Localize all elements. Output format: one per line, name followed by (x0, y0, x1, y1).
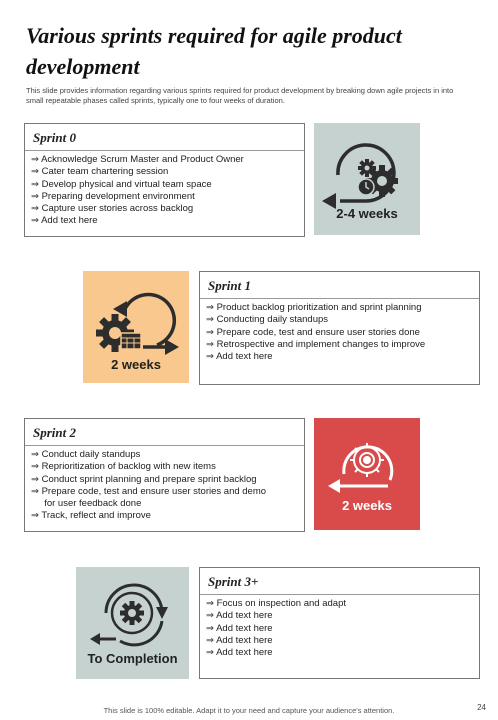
list-item: ⇒ Add text here (31, 215, 98, 227)
list-item: ⇒ Conducting daily standups (206, 314, 329, 326)
sprint-3-card (199, 567, 480, 679)
list-item: for user feedback done (31, 498, 142, 510)
sprint-2-title: Sprint 2 (33, 425, 76, 440)
sprint-3-divider (200, 594, 479, 595)
gear-refresh-cycle-icon (314, 418, 420, 530)
sprint-0-tile (314, 123, 420, 235)
sprint-2-tile (314, 418, 420, 530)
sprint-3-duration: To Completion (87, 651, 178, 666)
sprint-2-duration: 2 weeks (342, 498, 392, 513)
list-item: ⇒ Add text here (206, 351, 273, 363)
list-item: ⇒ Conduct daily standups (31, 449, 141, 460)
sprint-1-duration: 2 weeks (111, 357, 161, 372)
list-item: ⇒ Cater team chartering session (31, 166, 169, 178)
list-item: ⇒ Capture user stories across backlog (31, 203, 194, 215)
list-item: ⇒ Retrospective and implement changes to improve (206, 338, 426, 350)
sprint-0-divider (25, 150, 304, 151)
sprint-3-tile (76, 567, 189, 679)
sprint-0-card (24, 123, 305, 237)
sprint-2-list (31, 449, 298, 523)
list-item: ⇒ Add text here (206, 610, 273, 622)
page-title: Various sprints required for agile product development (26, 23, 402, 79)
list-item: ⇒ Conduct sprint planning and prepare sprint backlog (31, 473, 257, 485)
footer-note: This slide is 100% editable. Adapt it to your need and capture your audience's attention. (103, 706, 395, 715)
list-item: ⇒ Add text here (206, 634, 273, 646)
sprint-3-title: Sprint 3+ (208, 574, 259, 589)
list-item: ⇒ Develop physical and virtual team space (31, 178, 212, 190)
sprint-1-list (206, 302, 473, 363)
sprint-1-title: Sprint 1 (208, 278, 251, 293)
sprint-3-list (206, 598, 473, 659)
sprint-0-list (31, 154, 298, 228)
list-item: ⇒ Add text here (206, 647, 273, 659)
list-item: ⇒ Add text here (206, 622, 273, 634)
sprint-0-title: Sprint 0 (33, 130, 76, 145)
page-number: 24 (477, 703, 486, 712)
sprint-1-tile (83, 271, 189, 383)
sprint-1-divider (200, 298, 479, 299)
list-item: ⇒ Track, reflect and improve (31, 510, 151, 522)
list-item: ⇒ Prepare code, test and ensure user stories and demo (31, 485, 267, 497)
list-item: ⇒ Product backlog prioritization and sprint planning (206, 302, 422, 313)
list-item: ⇒ Reprioritization of backlog with new items (31, 461, 216, 473)
page-subtitle: This slide provides information regarding various sprints required for product development by breaking down agile projects in into small repeatable phases called sprints, typically one to four weeks of duration. (26, 86, 454, 105)
sprint-1-card (199, 271, 480, 385)
list-item: ⇒ Focus on inspection and adapt (206, 598, 346, 609)
list-item: ⇒ Acknowledge Scrum Master and Product Owner (31, 154, 244, 165)
sprint-2-card (24, 418, 305, 532)
list-item: ⇒ Preparing development environment (31, 190, 195, 202)
sprint-0-duration: 2-4 weeks (336, 206, 398, 221)
sprint-2-divider (25, 445, 304, 446)
list-item: ⇒ Prepare code, test and ensure user stories done (206, 326, 420, 338)
